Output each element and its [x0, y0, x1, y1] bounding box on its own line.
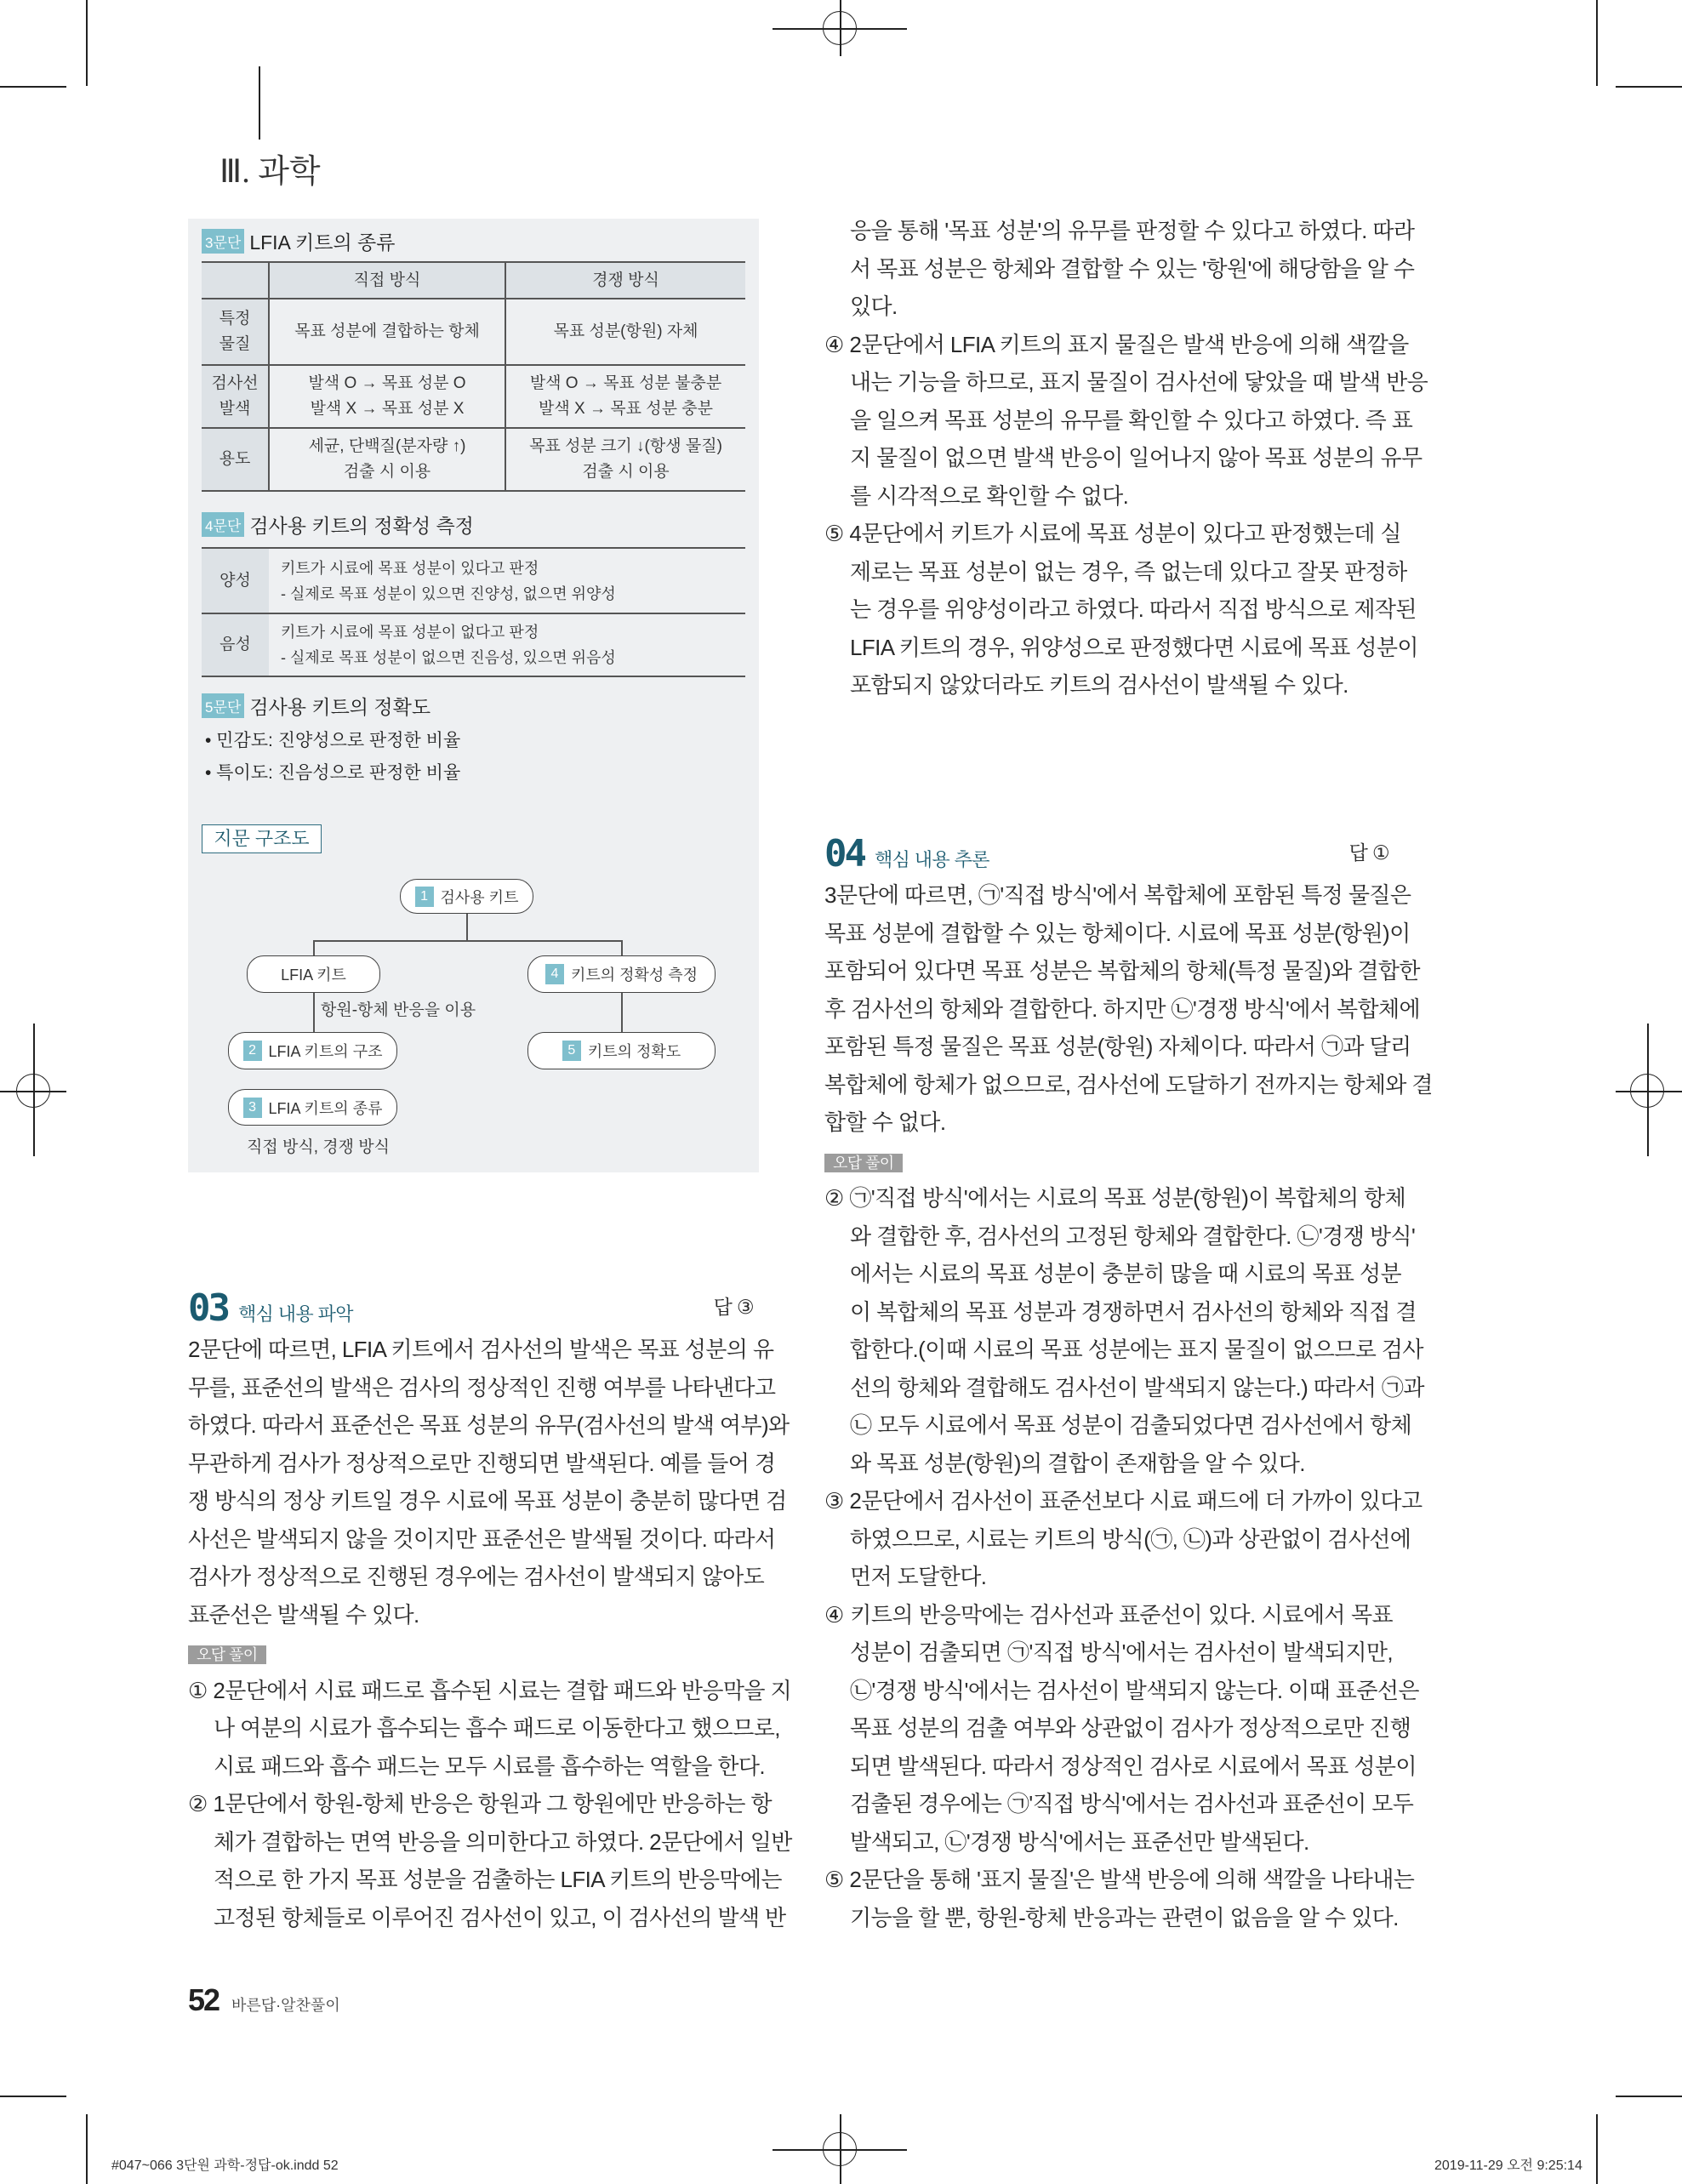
paragraph-badge: 3문단	[202, 229, 244, 254]
text-line: 와 결합한 후, 검사선의 고정된 항체와 결합한다. ㉡'경쟁 방식'	[850, 1223, 1416, 1249]
question-header	[824, 822, 1393, 873]
node-number: 1	[415, 887, 434, 907]
crop-mark	[1596, 0, 1598, 86]
text-line: 쟁 방식의 정상 키트일 경우 시료에 목표 성분이 충분히 많다면 검	[188, 1488, 787, 1514]
text-line: 내는 기능을 하므로, 표지 물질이 검사선에 닿았을 때 발색 반응	[850, 369, 1428, 395]
text-line: 목표 성분의 검출 여부와 상관없이 검사가 정상적으로만 진행	[850, 1715, 1411, 1741]
text-line: 성분이 검출되면 ㉠'직접 방식'에서는 검사선이 발색되지만,	[850, 1639, 1393, 1665]
text-line: 체가 결합하는 면역 반응을 의미한다고 하였다. 2문단에서 일반	[214, 1828, 792, 1855]
text-line: 무를, 표준선의 발색은 검사의 정상적인 진행 여부를 나타낸다고	[188, 1374, 776, 1400]
text-line: 선의 항체와 결합해도 검사선이 발색되지 않는다.) 따라서 ㉠과	[850, 1374, 1424, 1400]
text-line: 있다.	[850, 294, 898, 319]
text-line: 하였으므로, 시료는 키트의 방식(㉠, ㉡)과 상관없이 검사선에	[850, 1525, 1411, 1552]
registration-mark	[840, 2114, 841, 2184]
text-line: 사선은 발색되지 않을 것이지만 표준선은 발색될 것이다. 따라서	[188, 1525, 776, 1552]
explanation-item	[824, 515, 1418, 704]
question-title: 핵심 내용 파악	[237, 1303, 353, 1325]
diagram-node-lfia-types	[228, 1089, 397, 1126]
table-cell: 키트가 시료에 목표 성분이 없다고 판정 - 실제로 목표 성분이 없으면 진음성, 있으면 위음성	[269, 613, 745, 676]
row-header: 양성	[202, 548, 269, 613]
text-line: 고정된 항체들로 이루어진 검사선이 있고, 이 검사선의 발색 반	[214, 1904, 786, 1930]
node-label: 키트의 정확도	[587, 1043, 681, 1060]
text-line: 포함되지 않았더라도 키트의 검사선이 발색될 수 있다.	[850, 672, 1348, 698]
text-line: 목표 성분에 결합할 수 있는 항체이다. 시료에 목표 성분(항원)이	[824, 920, 1411, 946]
text-line: ㉡'경쟁 방식'에서는 검사선이 발색되지 않는다. 이때 표준선은	[850, 1677, 1419, 1703]
row-header: 음성	[202, 613, 269, 676]
diagram-node-test-kit	[400, 879, 533, 914]
text-line: 되면 발색된다. 따라서 정상적인 검사로 시료에서 목표 성분이	[850, 1753, 1417, 1779]
bullet-sensitivity: • 민감도: 진양성으로 판정한 비율	[205, 731, 461, 750]
question-title: 핵심 내용 추론	[874, 849, 989, 870]
text-line: 후 검사선의 항체와 결합한다. 하지만 ㉡'경쟁 방식'에서 복합체에	[824, 995, 1421, 1022]
text-line: 이 복합체의 목표 성분과 경쟁하면서 검사선의 항체와 직접 결	[850, 1298, 1417, 1325]
text-line: ② 1문단에서 항원-항체 반응은 항원과 그 항원에만 반응하는 항	[188, 1791, 773, 1816]
crop-mark	[86, 2114, 88, 2184]
section-title-text: 검사용 키트의 정확성 측정	[249, 515, 474, 537]
row-header-text: 특정 물질	[219, 310, 251, 353]
table-header-empty	[202, 262, 269, 299]
answer-label: 답 ①	[1348, 841, 1389, 864]
text-line: 포함된 특정 물질은 목표 성분(항원) 자체이다. 따라서 ㉠과 달리	[824, 1034, 1411, 1059]
node-label: 검사용 키트	[440, 888, 519, 906]
wrong-answer-row	[824, 1142, 1393, 1180]
explanation-item	[824, 326, 1428, 516]
connector	[621, 940, 623, 955]
node-label: LFIA 키트	[281, 967, 346, 984]
registration-mark	[1647, 1024, 1649, 1156]
text-line: 는 경우를 위양성이라고 하였다. 따라서 직접 방식으로 제작된	[850, 596, 1417, 622]
book-label: 바른답·알찬풀이	[231, 1997, 340, 2014]
text-line: 를 시각적으로 확인할 수 없다.	[850, 482, 1129, 509]
text-line: ② ㉠'직접 방식'에서는 시료의 목표 성분(항원)이 복합체의 항체	[824, 1185, 1406, 1211]
crop-mark	[86, 0, 88, 86]
text-line: 하였다. 따라서 표준선은 목표 성분의 유무(검사선의 발색 여부)와	[188, 1412, 790, 1438]
text-line: 먼저 도달한다.	[850, 1564, 987, 1589]
question-number: 03	[188, 1286, 228, 1330]
wrong-answer-badge: 오답 풀이	[824, 1154, 903, 1172]
wrong-answer-item	[824, 1596, 1419, 1862]
table-cell: 목표 성분(항원) 자체	[505, 299, 745, 365]
diagram-node-accuracy-measure	[527, 955, 716, 993]
connector	[466, 914, 468, 940]
crop-mark	[0, 2096, 66, 2097]
node-number: 3	[243, 1098, 262, 1118]
row-header	[202, 299, 269, 365]
row-header-text: 검사선 발색	[211, 374, 259, 418]
text-line: 서 목표 성분은 항체와 결합할 수 있는 '항원'에 해당함을 알 수	[850, 255, 1415, 282]
table-row	[202, 428, 745, 491]
text-line: 시료 패드와 흡수 패드는 모두 시료를 흡수하는 역할을 한다.	[214, 1753, 765, 1779]
wrong-answer-item	[824, 1861, 1415, 1936]
table-cell: 목표 성분 크기 ↓(항생 물질) 검출 시 이용	[505, 428, 745, 491]
text-line: 적으로 한 가지 목표 성분을 검출하는 LFIA 키트의 반응막에는	[214, 1867, 782, 1892]
section-title-text: 검사용 키트의 정확도	[249, 696, 431, 718]
diagram-node-accuracy	[527, 1032, 716, 1069]
text-line: 발색되고, ㉡'경쟁 방식'에서는 표준선만 발색된다.	[850, 1828, 1309, 1855]
summary-panel	[188, 219, 759, 1172]
table-row	[202, 299, 745, 365]
wrong-answer-row	[188, 1634, 757, 1672]
explanation-body	[188, 1331, 790, 1634]
text-line: 검출된 경우에는 ㉠'직접 방식'에서는 검사선과 표준선이 모두	[850, 1791, 1414, 1816]
table-cell: 세균, 단백질(분자량 ↑) 검출 시 이용	[269, 428, 505, 491]
explanation-body	[824, 876, 1433, 1142]
answer-label: 답 ③	[713, 1295, 754, 1318]
continued-explanations	[824, 212, 1428, 704]
table-row	[202, 548, 745, 613]
table-cell: 발색 O → 목표 성분 불충분 발색 X → 목표 성분 충분	[505, 365, 745, 428]
print-timestamp: 2019-11-29 오전 9:25:14	[1434, 2158, 1582, 2173]
registration-mark	[840, 0, 841, 56]
section-title-text: LFIA 키트의 종류	[249, 231, 396, 254]
table-row	[202, 613, 745, 676]
text-line: ⑤ 4문단에서 키트가 시료에 목표 성분이 있다고 판정했는데 실	[824, 521, 1401, 546]
chapter-title: Ⅲ. 과학	[220, 154, 321, 190]
row-header: 용도	[202, 428, 269, 491]
text-line: LFIA 키트의 경우, 위양성으로 판정했다면 시료에 목표 성분이	[850, 634, 1418, 660]
text-line: ③ 2문단에서 검사선이 표준선보다 시료 패드에 더 가까이 있다고	[824, 1488, 1423, 1514]
text-line: 지 물질이 없으면 발색 반응이 일어나지 않아 목표 성분의 유무	[850, 445, 1423, 470]
paragraph-badge: 5문단	[202, 693, 244, 718]
kit-type-table	[202, 261, 745, 492]
text-line: 무관하게 검사가 정상적으로만 진행되면 발색된다. 예를 들어 경	[188, 1450, 776, 1476]
text-line: ① 2문단에서 시료 패드로 흡수된 시료는 결합 패드와 반응막을 지	[188, 1677, 792, 1703]
text-line: 합할 수 없다.	[824, 1109, 946, 1135]
crop-mark	[1616, 86, 1682, 88]
wrong-answer-badge: 오답 풀이	[188, 1645, 266, 1664]
explanation-item	[824, 212, 1415, 326]
text-line: 포함되어 있다면 목표 성분은 복합체의 항체(특정 물질)와 결합한	[824, 958, 1420, 984]
text-line: 와 목표 성분(항원)의 결합이 존재함을 알 수 있다.	[850, 1450, 1305, 1476]
node-label: 키트의 정확성 측정	[570, 967, 698, 984]
registration-mark	[33, 1024, 35, 1156]
table-header: 경쟁 방식	[505, 262, 745, 299]
row-header	[202, 365, 269, 428]
section-3-title	[202, 227, 396, 255]
text-line: 복합체에 항체가 없으므로, 검사선에 도달하기 전까지는 항체와 결	[824, 1071, 1433, 1098]
wrong-answer-items	[188, 1672, 792, 1937]
table-cell: 키트가 시료에 목표 성분이 있다고 판정 - 실제로 목표 성분이 있으면 진양성, 없으면 위양성	[269, 548, 745, 613]
question-03	[188, 1276, 792, 1936]
structure-title: 지문 구조도	[202, 824, 322, 853]
wrong-answer-item	[824, 1482, 1423, 1596]
text-line: 검사가 정상적으로 진행된 경우에는 검사선이 발색되지 않아도	[188, 1564, 765, 1589]
text-line: 응을 통해 '목표 성분'의 유무를 판정할 수 있다고 하였다. 따라	[850, 218, 1415, 243]
text-line: 나 여분의 시료가 흡수되는 흡수 패드로 이동한다고 했으므로,	[214, 1715, 780, 1741]
crop-mark	[0, 86, 66, 88]
text-line: ④ 2문단에서 LFIA 키트의 표지 물질은 발색 반응에 의해 색깔을	[824, 331, 1409, 357]
text-line: 2문단에 따르면, LFIA 키트에서 검사선의 발색은 목표 성분의 유	[188, 1337, 774, 1362]
crop-mark	[1616, 2096, 1682, 2097]
connector	[621, 993, 623, 1032]
text-line: ⑤ 2문단을 통해 '표지 물질'은 발색 반응에 의해 색깔을 나타내는	[824, 1867, 1415, 1892]
diagram-label: 항원-항체 반응을 이용	[321, 1001, 476, 1019]
connector	[313, 940, 315, 955]
text-line: ④ 키트의 반응막에는 검사선과 표준선이 있다. 시료에서 목표	[824, 1601, 1393, 1628]
text-line: 에서는 시료의 목표 성분이 충분히 많을 때 시료의 목표 성분	[850, 1261, 1401, 1286]
file-name: #047~066 3단원 과학-정답-ok.indd 52	[111, 2158, 339, 2173]
wrong-answer-item	[824, 1179, 1424, 1482]
text-line: 기능을 할 뿐, 항원-항체 반응과는 관련이 없음을 알 수 있다.	[850, 1904, 1399, 1930]
node-number: 4	[545, 964, 564, 984]
node-label: LFIA 키트의 구조	[268, 1043, 383, 1060]
page-number: 52	[188, 1982, 220, 2017]
table-header: 직접 방식	[269, 262, 505, 299]
section-4-title	[202, 510, 474, 539]
text-line: 을 일으켜 목표 성분의 유무를 확인할 수 있다고 하였다. 즉 표	[850, 407, 1413, 433]
text-line: 합한다.(이때 시료의 목표 성분에는 표지 물질이 없으므로 검사	[850, 1337, 1423, 1362]
diagram-node-lfia-kit	[247, 955, 380, 993]
node-number: 2	[243, 1041, 262, 1061]
diagram-node-lfia-structure	[228, 1032, 397, 1069]
text-line: 표준선은 발색될 수 있다.	[188, 1601, 419, 1628]
wrong-answer-item	[188, 1672, 792, 1786]
text-line: 3문단에 따르면, ㉠'직접 방식'에서 복합체에 포함된 특정 물질은	[824, 882, 1411, 908]
text-line: ㉡ 모두 시료에서 목표 성분이 검출되었다면 검사선에서 항체	[850, 1412, 1412, 1438]
accuracy-table	[202, 547, 745, 677]
diagram-label: 직접 방식, 경쟁 방식	[247, 1138, 390, 1156]
wrong-answer-items	[824, 1179, 1424, 1936]
bullet-specificity: • 특이도: 진음성으로 판정한 비율	[205, 763, 461, 783]
table-row	[202, 365, 745, 428]
node-number: 5	[562, 1041, 581, 1061]
wrong-answer-item	[188, 1785, 792, 1936]
crop-mark	[1596, 2114, 1598, 2184]
registration-mark	[1616, 1091, 1682, 1092]
paragraph-badge: 4문단	[202, 512, 244, 537]
table-cell: 목표 성분에 결합하는 항체	[269, 299, 505, 365]
connector	[313, 940, 621, 942]
question-04	[824, 822, 1433, 1936]
table-cell: 발색 O → 목표 성분 O 발색 X → 목표 성분 X	[269, 365, 505, 428]
node-label: LFIA 키트의 종류	[268, 1099, 383, 1117]
question-header	[188, 1276, 757, 1330]
section-5-title	[202, 692, 430, 720]
question-number: 04	[824, 832, 864, 875]
text-line: 제로는 목표 성분이 없는 경우, 즉 없는데 있다고 잘못 판정하	[850, 558, 1407, 584]
connector	[313, 993, 315, 1032]
crop-mark	[259, 66, 260, 140]
